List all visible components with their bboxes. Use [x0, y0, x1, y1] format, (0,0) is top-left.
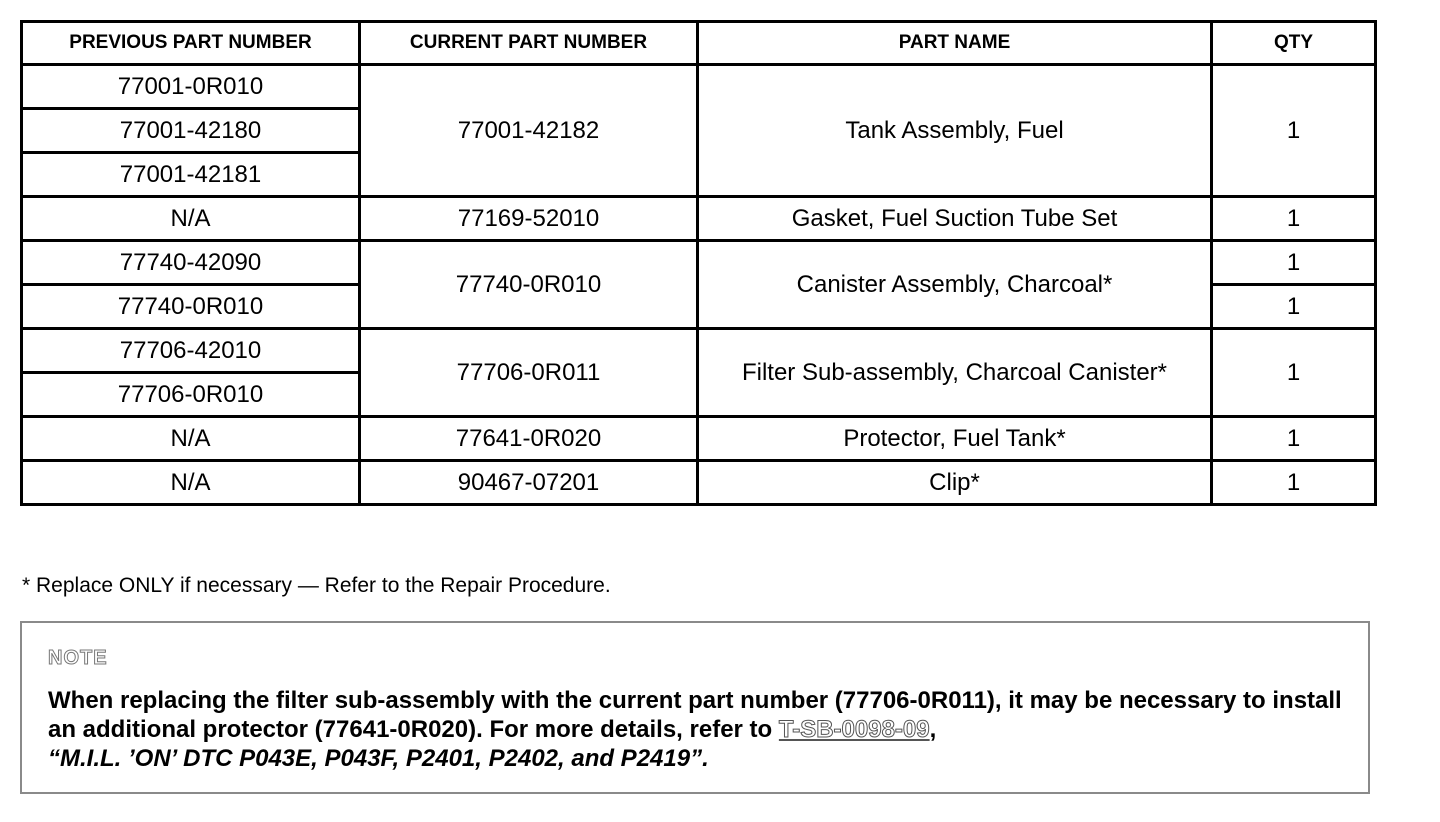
table-row [22, 329, 1376, 373]
table-row [22, 241, 1376, 285]
header-part-name: PART NAME [698, 22, 1212, 65]
part-name-cell: Protector, Fuel Tank* [698, 417, 1212, 461]
note-text-reference-title: “M.I.L. ’ON’ DTC P043E, P043F, P2401, P2402, and P2419”. [48, 745, 709, 772]
qty-cell: 1 [1212, 461, 1376, 505]
current-part-cell: 77169-52010 [360, 197, 698, 241]
note-text-comma: , [929, 716, 937, 743]
header-qty: QTY [1212, 22, 1376, 65]
previous-part-cell: 77001-0R010 [22, 65, 360, 109]
current-part-cell: 77641-0R020 [360, 417, 698, 461]
previous-part-cell: 77001-42181 [22, 153, 360, 197]
previous-part-cell: 77740-42090 [22, 241, 360, 285]
qty-cell: 1 [1212, 241, 1376, 285]
table-row [22, 65, 1376, 109]
qty-cell: 1 [1212, 65, 1376, 197]
previous-part-cell: 77706-42010 [22, 329, 360, 373]
current-part-cell: 77740-0R010 [360, 241, 698, 329]
note-box [20, 621, 1370, 794]
table-row [22, 197, 1376, 241]
part-name-cell: Tank Assembly, Fuel [698, 65, 1212, 197]
tsb-link[interactable]: T-SB-0098-09 [778, 716, 930, 743]
table-row [22, 417, 1376, 461]
qty-cell: 1 [1212, 329, 1376, 417]
current-part-cell: 90467-07201 [360, 461, 698, 505]
header-previous-part-number: PREVIOUS PART NUMBER [22, 22, 360, 65]
footnote: * Replace ONLY if necessary — Refer to the Repair Procedure. [22, 574, 611, 597]
part-name-cell: Clip* [698, 461, 1212, 505]
note-text-body: When replacing the filter sub-assembly with the current part number (77706-0R011), it may be necessary to install an additional protector (77641-0R020). For more details, refer to [48, 687, 1342, 743]
qty-cell: 1 [1212, 417, 1376, 461]
current-part-cell: 77706-0R011 [360, 329, 698, 417]
table-row [22, 461, 1376, 505]
previous-part-cell: N/A [22, 461, 360, 505]
previous-part-cell: 77706-0R010 [22, 373, 360, 417]
previous-part-cell: 77740-0R010 [22, 285, 360, 329]
part-name-cell: Gasket, Fuel Suction Tube Set [698, 197, 1212, 241]
previous-part-cell: N/A [22, 417, 360, 461]
part-name-cell: Canister Assembly, Charcoal* [698, 241, 1212, 329]
previous-part-cell: 77001-42180 [22, 109, 360, 153]
parts-table [20, 20, 1377, 506]
previous-part-cell: N/A [22, 197, 360, 241]
qty-cell: 1 [1212, 197, 1376, 241]
qty-cell: 1 [1212, 285, 1376, 329]
note-label: NOTE [48, 647, 108, 669]
header-current-part-number: CURRENT PART NUMBER [360, 22, 698, 65]
part-name-cell: Filter Sub-assembly, Charcoal Canister* [698, 329, 1212, 417]
table-header-row [22, 22, 1376, 65]
note-text [48, 686, 1348, 773]
current-part-cell: 77001-42182 [360, 65, 698, 197]
